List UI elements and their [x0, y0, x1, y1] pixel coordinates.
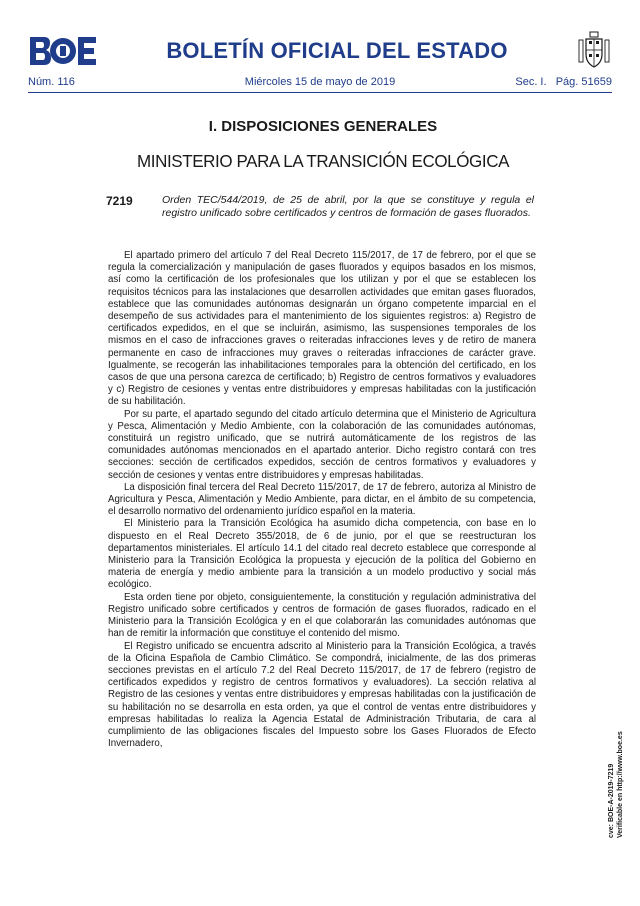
section-heading: I. DISPOSICIONES GENERALES [208, 118, 438, 135]
document-body [108, 250, 536, 750]
paragraph: La disposición final tercera del Real Decreto 115/2017, de 17 de febrero, autoriza al Ministro de Agricultura y Pesca, Alimentación y Medio Ambiente, para dictar, en el ámbito de su competencia, el desarrollo normativo del ordenamiento jurídico español en la materia. [108, 481, 536, 518]
paragraph: El Registro unificado se encuentra adscrito al Ministerio para la Transición Ecológica, a través de la Oficina Española de Cambio Climático. Se compondrá, inicialmente, de las dos primeras secciones previstas en el artículo 7.2 del Real Decreto 115/2017, de 17 de febrero (registro de certificados expedidos y registro de centros formativos y evaluadores). La sección relativa al Registro de las cesiones y ventas entre distribuidores y empresas habilitadas con la justificación de su habilitación no se desarrolla en esta orden, ya que el control de ventas entre distribuidores y empresas habilitadas lo realiza la Agencia Estatal de Administración Tributaria, de cara al cumplimiento de las obligaciones fiscales del Impuesto sobre los Gases Fluorados de Efecto Invernadero, [108, 640, 536, 750]
cve-side-note [607, 638, 625, 838]
gazette-title: BOLETÍN OFICIAL DEL ESTADO [166, 38, 508, 63]
page-label: Pág. 51659 [555, 76, 612, 88]
section-page [515, 76, 612, 88]
ministry-heading: MINISTERIO PARA LA TRANSICIÓN ECOLÓGICA [136, 151, 510, 172]
paragraph: El Ministerio para la Transición Ecológica ha asumido dicha competencia, con base en lo dispuesto en el Real Decreto 355/2018, de 6 de junio, por el que se reestructuran los departamentos ministeriales. El artículo 14.1 del citado real decreto establece que corresponde al Ministerio para la Transición Ecológica la propuesta y ejecución de la política del Gobierno en materia de energía y medio ambiente para la transición a un modelo productivo y social más ecológico. [108, 518, 536, 591]
paragraph: Esta orden tiene por objeto, consiguientemente, la constitución y regulación administrativa del Registro unificado sobre certificados y centros de formación de gases fluorados, radicado en el Ministerio para la Transición Ecológica y en el que colaborarán las comunidades autónomas que han de remitir la información que constituye el contenido del mismo. [108, 591, 536, 640]
verify-link[interactable]: Verificable en http://www.boe.es [617, 731, 624, 838]
paragraph: El apartado primero del artículo 7 del Real Decreto 115/2017, de 17 de febrero, por el que se regula la comercialización y manipulación de gases fluorados y equipos basados en los mismos, así como la certificación de los profesionales que los utilizan y por el que se establecen los requisitos técnicos para las instalaciones que desarrollen actividades que emitan gases fluorados, establece que las comunidades autónomas designarán un órgano competente imparcial en el desempeño de sus actividades para el mantenimiento de los siguientes registros: a) Registro de certificados expedidos, en el que se incluirán, asimismo, las suspensiones temporales de los mismos en el caso de infracciones graves o reiteradas infracciones leves y de retiro de manera permanente en caso de infracciones muy graves o reiteradas infracciones de carácter grave. Igualmente, se recogerán las inhabilitaciones temporales para la obtención del certificado, en los casos de que una persona carezca de certificado; b) Registro de centros formativos y evaluadores y c) Registro de cesiones y ventas entre distribuidores y empresas habilitadas con la justificación de su habilitación. [108, 250, 536, 408]
issue-date: Miércoles 15 de mayo de 2019 [244, 76, 396, 88]
section-label: Sec. I. [515, 76, 547, 88]
issue-number: Núm. 116 [28, 76, 75, 88]
order-title: Orden TEC/544/2019, de 25 de abril, por la que se constituye y regula el registro unificado sobre certificados y centros de formación de gases fluorados. [162, 194, 534, 219]
coat-of-arms-icon [577, 30, 611, 70]
boe-logo [28, 34, 98, 68]
header-divider [28, 92, 612, 93]
paragraph: Por su parte, el apartado segundo del citado artículo determina que el Ministerio de Agricultura y Pesca, Alimentación y Medio Ambiente, con la colaboración de las comunidades autónomas, constituirá un registro unificado, que se nutrirá automáticamente de los registros de las comunidades autónomas mencionados en el apartado anterior. Dicho registro contará con tres secciones: sección de certificados expedidos, sección de centros formativos y evaluadores y sección de cesiones y ventas entre distribuidores y empresas habilitadas. [108, 408, 536, 481]
entry-number: 7219 [106, 194, 133, 208]
cve-code: cve: BOE-A-2019-7219 [608, 763, 615, 838]
